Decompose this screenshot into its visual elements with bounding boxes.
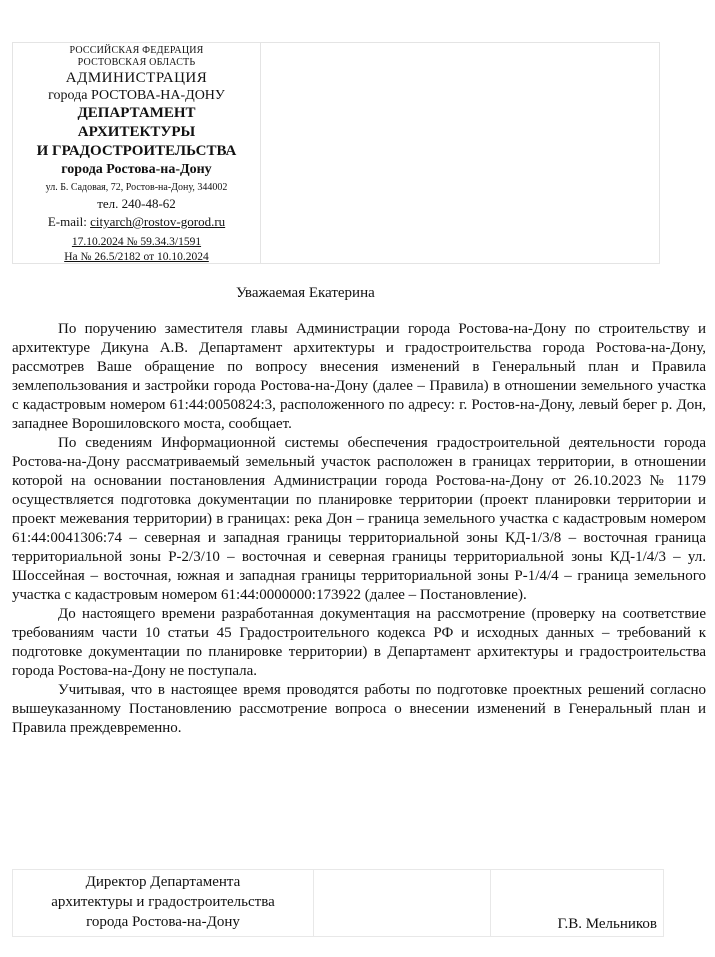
paragraph-3: До настоящего времени разработанная документация на рассмотрение (проверку на соответствие требованиям части 10 статьи 45 Градостроительного кодекса РФ и исходных данных – требований к подготовке документации по планировке территории) в Департамент архитектуры и градостроительства города Ростова-на-Дону не поступала. — [12, 606, 706, 679]
signatory-name: Г.В. Мельников — [557, 916, 657, 932]
email — [13, 213, 260, 231]
signature-divider-2 — [490, 870, 491, 936]
federation-label: РОССИЙСКАЯ ФЕДЕРАЦИЯ — [69, 45, 204, 56]
paragraph-1: По поручению заместителя главы Администрации города Ростова-на-Дону по строительству и архитектуре Дикуна А.В. Департамент архитектуры и градостроительства города Ростова-на-Дону, рассмотрев Ваше обращение по вопросу внесения изменений в Генеральный план и Правила землепользования и застройки города Ростова-на-Дону (далее – Правила) в отношении земельного участка с кадастровым номером 61:44:0050824:3, расположенного по адресу: г. Ростов-на-Дону, левый берег р. Дон, западнее Ворошиловского моста, сообщает. — [12, 321, 706, 432]
outgoing-reference: 17.10.2024 № 59.34.3/1591 — [71, 236, 202, 248]
phone — [13, 195, 260, 213]
signature-block — [12, 869, 664, 937]
email-link[interactable]: cityarch@rostov-gorod.ru — [90, 214, 226, 229]
letter-body — [12, 320, 706, 738]
signature-divider-1 — [313, 870, 314, 936]
region-label: РОСТОВСКАЯ ОБЛАСТЬ — [77, 57, 196, 68]
signatory-title — [13, 872, 313, 932]
paragraph-2: По сведениям Информационной системы обеспечения градостроительной деятельности города Ростова-на-Дону рассматриваемый земельный участок расположен в границах территории, в отношении которой на основании постановления Администрации города Ростова-на-Дону от 26.10.2023 № 1179 осуществляется подготовка документации по планировке территории (проект планировки территории и проект межевания территории) в границах: река Дон – граница земельного участка с кадастровым номером 61:44:0041306:74 – северная и западная границы территориальной зоны КД-1/3/8 – восточная граница территориальной зоны Р-2/3/10 – восточная и северная границы территориальной зоны КД-1/4/3 – ул. Шоссейная – восточная, южная и западная границы территориальной зоны Р-1/4/4 – граница земельного участка с кадастровым номером 61:44:0000000:173922 (далее – Постановление). — [12, 435, 706, 603]
salutation: Уважаемая Екатерина — [236, 285, 375, 301]
signatory-title-line-1: Директор Департамента — [85, 874, 241, 890]
signatory-title-line-2: архитектуры и градостроительства — [51, 894, 275, 910]
letterhead — [12, 42, 660, 264]
incoming-reference: На № 26.5/2182 от 10.10.2024 — [64, 251, 209, 263]
signatory-title-line-3: города Ростова-на-Дону — [86, 914, 240, 930]
organization-block — [13, 43, 260, 231]
email-label: E-mail: — [47, 214, 87, 229]
phone-label: тел. — [97, 196, 119, 211]
reference-numbers — [13, 235, 260, 265]
department-line-2: АРХИТЕКТУРЫ — [77, 124, 196, 140]
address: ул. Б. Садовая, 72, Ростов-на-Дону, 344002 — [45, 182, 228, 193]
city-label: города РОСТОВА-НА-ДОНУ — [48, 88, 225, 103]
header-divider — [260, 43, 261, 263]
department-line-3: И ГРАДОСТРОИТЕЛЬСТВА — [36, 143, 237, 159]
phone-number: 240-48-62 — [121, 196, 176, 211]
administration-label: АДМИНИСТРАЦИЯ — [65, 70, 208, 86]
paragraph-4: Учитывая, что в настоящее время проводятся работы по подготовке проектных решений согласно вышеуказанному Постановлению рассмотрение вопроса о внесении изменений в Генеральный план и Правила преждевременно. — [12, 682, 706, 736]
department-line-1: ДЕПАРТАМЕНТ — [77, 105, 196, 121]
department-city: города Ростова-на-Дону — [61, 162, 212, 177]
